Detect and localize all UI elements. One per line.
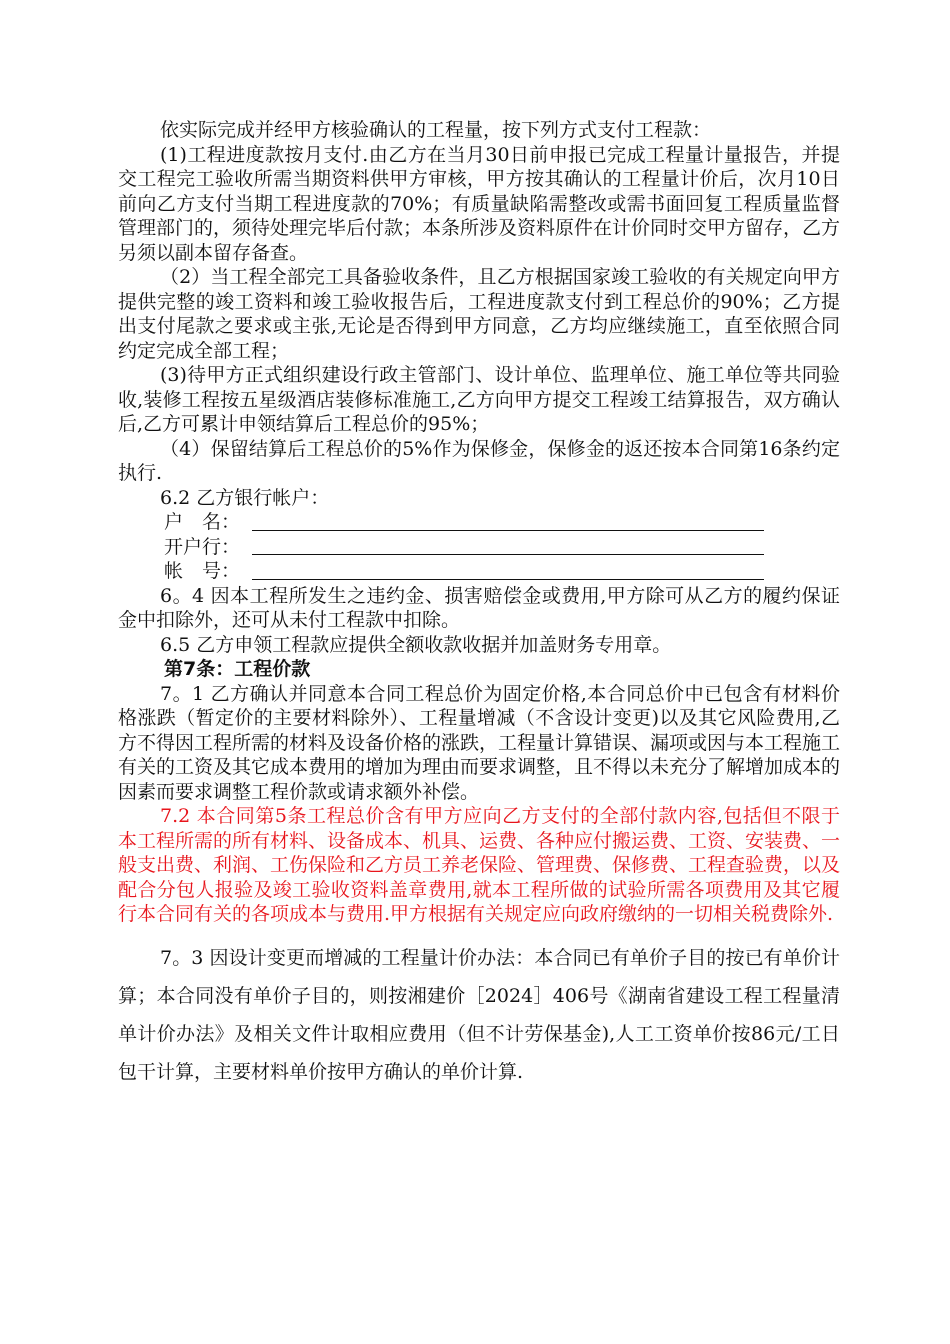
bank-name-row — [118, 535, 840, 560]
article-7-heading: 第7条：工程价款 — [164, 658, 311, 680]
clause-6-5: 6.5 乙方申领工程款应提供全额收款收据并加盖财务专用章。 — [160, 633, 672, 656]
clause-7-3: 7。3 因设计变更而增减的工程量计价办法：本合同已有单价子目的按已有单价计算；本合同没有单价子目的，则按湘建价［2024］406号《湖南省建设工程工程量清单计价办法》及相关文件计取相应费用（但不计劳保基金),人工工资单价按86元/工日包干计算，主要材料单价按甲方确认的单价计算. — [118, 946, 840, 1083]
payment-intro: 依实际完成并经甲方核验确认的工程量，按下列方式支付工程款： — [160, 119, 712, 141]
clause-7-1: 7。1 乙方确认并同意本合同工程总价为固定价格,本合同总价中已包含有材料价格涨跌（暂定价的主要材料除外）、工程量增减（不含设计变更)以及其它风险费用,乙方不得因工程所需的材料及设备价格的涨跌，工程量计算错误、漏项或因与本工程施工有关的工资及其它成本费用的增加为理由而要求调整，且不得以未充分了解增加成本的因素而要求调整工程价款或请求额外补偿。 — [118, 682, 841, 803]
wide-spaced-section — [118, 939, 840, 1091]
bank-account-title: 6.2 乙方银行帐户： — [160, 486, 330, 509]
account-name-row — [118, 510, 840, 535]
payment-item-1: (1)工程进度款按月支付.由乙方在当月30日前申报已完成工程量计量报告，并提交工程完工验收所需当期资料供甲方审核，甲方按其确认的工程量计价后，次月10日前向乙方支付当期工程进度款的70%；有质量缺陷需整改或需书面回复工程质量监督管理部门的，须待处理完毕后付款；本条所涉及资料原件在计价同时交甲方留存，乙方另须以副本留存备查。 — [118, 143, 841, 264]
account-name-blank — [252, 530, 764, 531]
account-number-row — [118, 559, 840, 584]
bank-name-label: 开户行： — [164, 535, 241, 558]
account-number-blank — [252, 579, 764, 580]
bank-name-blank — [252, 554, 764, 555]
payment-item-3: (3)待甲方正式组织建设行政主管部门、设计单位、监理单位、施工单位等共同验收,装修工程按五星级酒店装修标准施工,乙方向甲方提交工程竣工结算报告，双方确认后,乙方可累计申领结算后工程总价的95%； — [118, 364, 840, 435]
highlighted-clause — [118, 804, 840, 927]
clause-7-2: 7.2 本合同第5条工程总价含有甲方应向乙方支付的全部付款内容,包括但不限于本工程所需的所有材料、设备成本、机具、运费、各种应付搬运费、工资、安装费、一般支出费、利润、工伤保险和乙方员工养老保险、管理费、保修费、工程查验费，以及配合分包人报验及竣工验收资料盖章费用,就本工程所做的试验所需各项费用及其它履行本合同有关的各项成本与费用.甲方根据有关规定应向政府缴纳的一切相关税费除外. — [118, 805, 841, 925]
payment-item-2: （2）当工程全部完工具备验收条件，且乙方根据国家竣工验收的有关规定向甲方提供完整的竣工资料和竣工验收报告后，工程进度款支付到工程总价的90%；乙方提出支付尾款之要求或主张,无论是否得到甲方同意，乙方均应继续施工，直至依照合同约定完成全部工程； — [118, 266, 840, 362]
payment-item-4: （4）保留结算后工程总价的5%作为保修金，保修金的返还按本合同第16条约定执行. — [118, 437, 840, 484]
account-name-label: 户 名： — [164, 511, 241, 533]
account-number-label: 帐 号： — [164, 560, 241, 582]
contract-body — [118, 118, 840, 1091]
clause-6-4: 6。4 因本工程所发生之违约金、损害赔偿金或费用,甲方除可从乙方的履约保证金中扣除外，还可从未付工程款中扣除。 — [118, 584, 840, 631]
